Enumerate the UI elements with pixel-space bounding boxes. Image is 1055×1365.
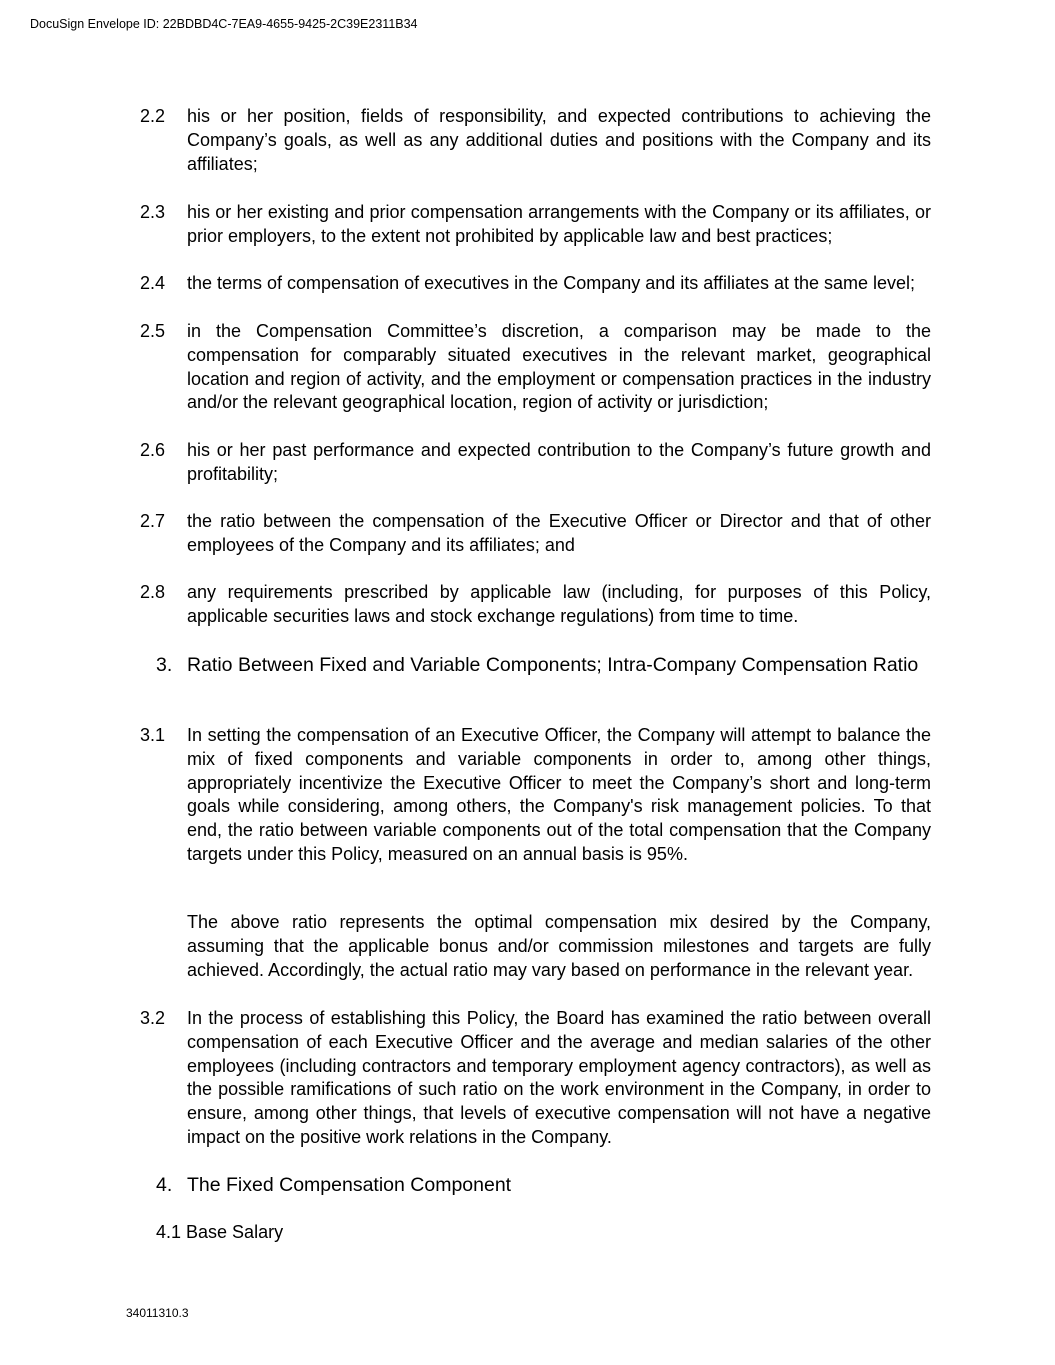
item-text: his or her past performance and expected contribution to the Company’s future growth and profitability;	[187, 440, 931, 484]
list-item-2-5	[140, 320, 931, 415]
item-number: 2.6	[140, 440, 166, 460]
item-number: 3.2	[140, 1008, 166, 1028]
list-item-2-7	[140, 510, 931, 558]
section-title: The Fixed Compensation Component	[187, 1174, 512, 1196]
item-number: 3.1	[140, 725, 166, 745]
document-number: 34011310.3	[126, 1306, 189, 1320]
item-number: 2.3	[140, 202, 166, 222]
item-number: 2.8	[140, 582, 166, 602]
item-number: 2.5	[140, 321, 166, 341]
item-text: his or her existing and prior compensation arrangements with the Company or its affiliates, or prior employers, to the extent not prohibited by applicable law and best practices;	[187, 202, 931, 246]
list-item-2-3	[140, 201, 931, 249]
item-text: his or her position, fields of responsibility, and expected contributions to achieving the Company’s goals, as well as any additional duties and positions with the Company and its affiliates;	[187, 106, 931, 174]
section-title: Ratio Between Fixed and Variable Components; Intra-Company Compensation Ratio	[187, 654, 919, 676]
item-text: In setting the compensation of an Executive Officer, the Company will attempt to balance the mix of fixed components and variable components in order to, among other things, appropriately incentivize the Executive Officer to meet the Company’s short and long-term goals while considering, among others, the Company's risk management policies. To that end, the ratio between variable components out of the total compensation that the Company targets under this Policy, measured on an annual basis is 95%.	[187, 725, 931, 864]
item-text: the ratio between the compensation of the Executive Officer or Director and that of other employees of the Company and its affiliates; and	[187, 511, 931, 555]
subsection-title: 4.1 Base Salary	[156, 1222, 284, 1242]
item-text: The above ratio represents the optimal compensation mix desired by the Company, assuming that the applicable bonus and/or commission milestones and targets are fully achieved. Accordingly, the actual ratio may vary based on performance in the relevant year.	[187, 912, 931, 980]
list-item-2-4	[140, 272, 931, 296]
item-number: 2.2	[140, 106, 166, 126]
list-item-2-6	[140, 439, 931, 487]
section-number: 4.	[156, 1174, 173, 1196]
section-number: 3.	[156, 654, 173, 676]
subsection-4-1	[156, 1221, 556, 1245]
item-text: the terms of compensation of executives in the Company and its affiliates at the same level;	[187, 273, 916, 293]
list-item-2-8	[140, 581, 931, 629]
docusign-envelope-id: DocuSign Envelope ID: 22BDBD4C-7EA9-4655-9425-2C39E2311B34	[30, 17, 418, 31]
paragraph-3-1	[140, 724, 931, 867]
item-number: 2.7	[140, 511, 166, 531]
list-item-2-2	[140, 105, 931, 176]
paragraph-3-1-note	[140, 911, 931, 982]
item-text: any requirements prescribed by applicable law (including, for purposes of this Policy, applicable securities laws and stock exchange regulations) from time to time.	[187, 582, 931, 626]
paragraph-3-2	[140, 1007, 931, 1150]
item-number: 2.4	[140, 273, 166, 293]
item-text: In the process of establishing this Policy, the Board has examined the ratio between overall compensation of each Executive Officer and the average and median salaries of the other employees (including contractors and temporary employment agency contractors), as well as the possible ramifications of such ratio on the work environment in the Company, in order to ensure, among other things, that levels of executive compensation will not have a negative impact on the positive work relations in the Company.	[187, 1008, 931, 1147]
item-text: in the Compensation Committee’s discretion, a comparison may be made to the compensation for comparably situated executives in the relevant market, geographical location and region of activity, and the employment or compensation practices in the industry and/or the relevant geographical location, region of activity or jurisdiction;	[187, 321, 931, 413]
